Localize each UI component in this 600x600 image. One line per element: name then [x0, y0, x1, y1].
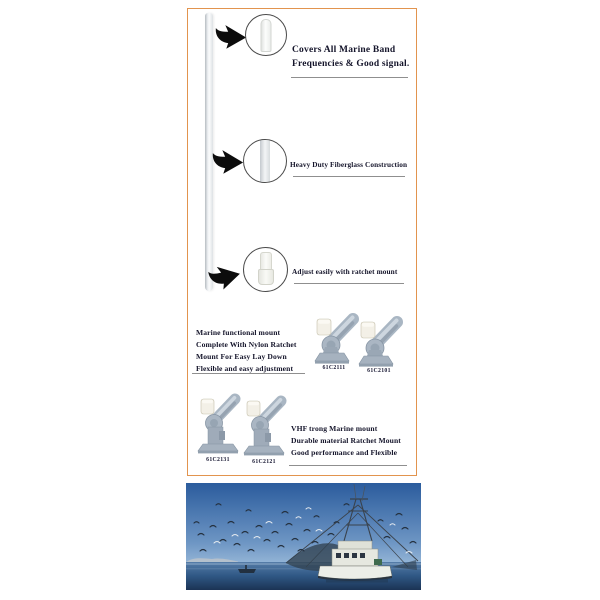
mount-text-line: Good performance and Flexible — [291, 448, 398, 457]
callout-text-frequencies — [292, 43, 414, 71]
callout-text-fiberglass: Heavy Duty Fiberglass Construction — [290, 160, 408, 169]
ratchet-mount-image — [195, 391, 241, 455]
ratchet-mount-image — [353, 312, 403, 368]
mount-text-line: Complete With Nylon Ratchet — [196, 340, 297, 349]
mount-text-line: Flexible and easy adjustment — [196, 364, 294, 373]
underline-rule — [192, 373, 305, 374]
ferrule-detail-top — [260, 252, 272, 270]
mount-description-top — [196, 327, 297, 375]
mount-text-line: Marine functional mount — [196, 328, 281, 337]
mount-text-line: Mount For Easy Lay Down — [196, 352, 287, 361]
model-number-label: 61C2131 — [206, 457, 230, 463]
callout-line: Frequencies & Good signal. — [292, 59, 410, 69]
ratchet-mount-image — [241, 393, 287, 457]
underline-rule — [293, 176, 405, 177]
model-number-label: 61C2111 — [322, 365, 346, 371]
curved-arrow-icon — [214, 23, 248, 50]
ferrule-detail-bottom — [258, 269, 274, 285]
mount-text-line: VHF trong Marine mount — [291, 424, 378, 433]
underline-rule — [291, 77, 408, 78]
antenna-tip-detail — [261, 19, 272, 52]
zoom-circle-ferrule — [243, 247, 288, 292]
product-panel — [187, 8, 417, 476]
zoom-circle-pole-section — [243, 139, 287, 183]
ratchet-mount-image — [309, 309, 359, 365]
model-number-label: 61C2101 — [367, 368, 391, 374]
callout-text-ratchet: Adjust easily with ratchet mount — [292, 267, 398, 276]
model-number-label: 61C2121 — [252, 459, 276, 465]
mount-description-bottom — [291, 423, 401, 459]
callout-line: Covers All Marine Band — [292, 45, 396, 55]
curved-arrow-icon — [211, 148, 245, 175]
pole-section-detail — [260, 139, 270, 183]
underline-rule — [289, 465, 407, 466]
mount-text-line: Durable material Ratchet Mount — [291, 436, 401, 445]
zoom-circle-antenna-tip — [245, 14, 287, 56]
boat-photo — [186, 483, 421, 590]
underline-rule — [294, 283, 404, 284]
